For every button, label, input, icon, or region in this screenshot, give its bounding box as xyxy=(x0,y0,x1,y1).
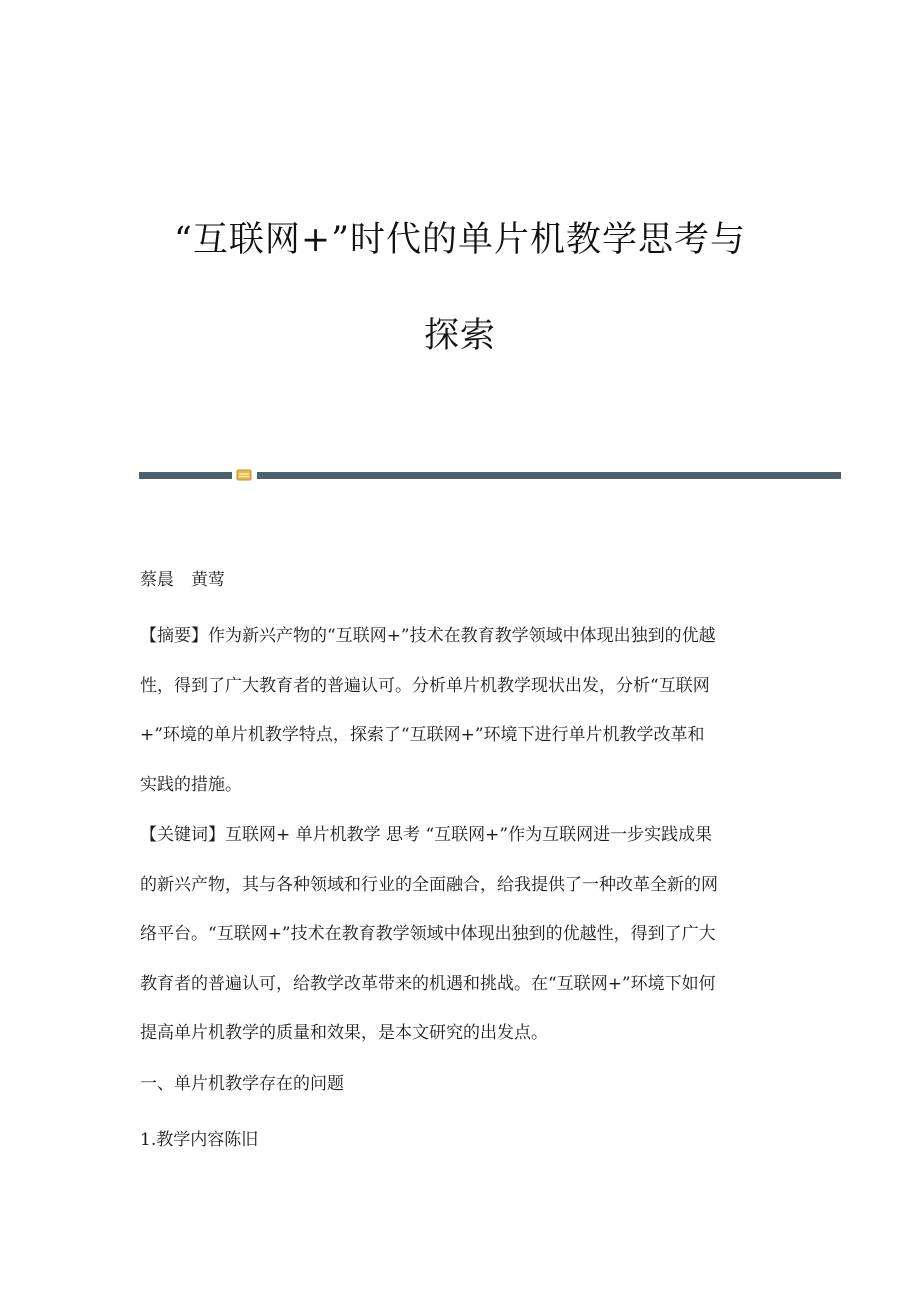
abstract-line: 【摘要】作为新兴产物的“互联网+”技术在教育教学领域中体现出独到的优越 xyxy=(140,626,716,646)
keywords-line: 提高单片机教学的质量和效果，是本文研究的出发点。 xyxy=(140,1023,548,1043)
title-line-2: 探索 xyxy=(423,316,496,356)
section-heading: 一、单片机教学存在的问题 xyxy=(140,1074,344,1094)
abstract-line: +”环境的单片机教学特点，探索了“互联网+”环境下进行单片机教学改革和 xyxy=(140,725,705,745)
keywords-line: 的新兴产物，其与各种领域和行业的全面融合，给我提供了一种改革全新的网 xyxy=(140,874,718,895)
divider-bar-left xyxy=(139,472,232,479)
envelope-icon xyxy=(236,468,252,482)
abstract-line: 性，得到了广大教育者的普遍认可。分析单片机教学现状出发，分析“互联网 xyxy=(140,675,710,696)
title-line-1: “互联网+”时代的单片机教学思考与 xyxy=(173,220,747,260)
title-divider xyxy=(139,468,841,482)
subsection-heading: 1.教学内容陈旧 xyxy=(140,1130,259,1150)
keywords-line: 【关键词】互联网+ 单片机教学 思考 “互联网+”作为互联网进一步实践成果 xyxy=(140,825,713,845)
keywords-paragraph xyxy=(140,823,782,1071)
abstract-line: 实践的措施。 xyxy=(140,774,242,795)
keywords-line: 络平台。“互联网+”技术在教育教学领域中体现出独到的优越性，得到了广大 xyxy=(140,924,716,944)
keywords-line: 教育者的普遍认可，给教学改革带来的机遇和挑战。在“互联网+”环境下如何 xyxy=(140,973,716,994)
abstract-paragraph xyxy=(140,624,782,822)
divider-bar-right xyxy=(257,472,841,479)
authors: 蔡晨 黄莺 xyxy=(140,570,225,590)
